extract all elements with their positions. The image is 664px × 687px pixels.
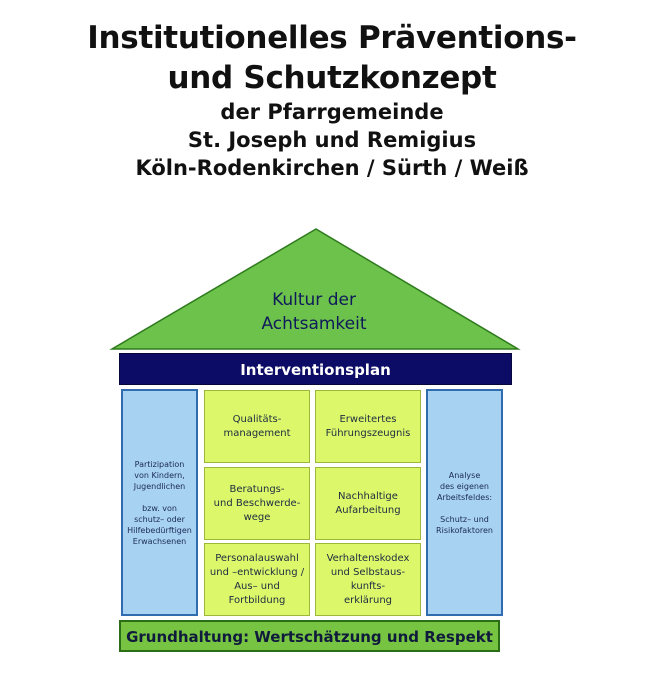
cell-counseling-complaint (204, 467, 310, 540)
cell-quality-management (204, 390, 310, 463)
left-pillar (121, 389, 198, 616)
subtitle-line-2: St. Joseph und Remigius (187, 128, 477, 152)
roof-label: Kultur der Achtsamkeit (261, 290, 367, 334)
cell-sustainable-reappraisal (315, 467, 421, 540)
cell-personnel-selection (204, 543, 310, 616)
cell-label: Verhaltenskodex und Selbstaus- kunfts- erklärung (326, 552, 410, 606)
cell-label: Beratungs- und Beschwerde- wege (213, 483, 301, 523)
cell-label: Erweitertes Führungszeugnis (325, 413, 411, 439)
left-pillar-text-b: bzw. von schutz– oder Hilfebedürftigen Erwachsenen (127, 503, 192, 546)
title-line-1: Institutionelles Präventions- (87, 20, 577, 56)
cell-code-of-conduct (315, 543, 421, 616)
subtitle-line-1: der Pfarrgemeinde (220, 100, 444, 124)
subtitle-line-3: Köln-Rodenkirchen / Sürth / Weiß (135, 156, 529, 180)
cell-extended-certificate (315, 390, 421, 463)
foundation-bar: Grundhaltung: Wertschätzung und Respekt (119, 620, 500, 652)
cell-label: Nachhaltige Aufarbeitung (335, 490, 401, 516)
right-pillar (426, 389, 503, 616)
intervention-plan-bar: Interventionsplan (119, 353, 512, 385)
title-line-2: und Schutzkonzept (167, 60, 497, 96)
right-pillar-text-a: Analyse des eigenen Arbeitsfeldes: (436, 470, 493, 502)
left-pillar-text-a: Partizipation von Kindern, Jugendlichen (133, 459, 186, 491)
cell-label: Personalauswahl und –entwicklung / Aus– und Fortbildung (209, 552, 305, 606)
right-pillar-text-b: Schutz– und Risikofaktoren (436, 514, 493, 535)
cell-label: Qualitäts- management (223, 413, 291, 439)
